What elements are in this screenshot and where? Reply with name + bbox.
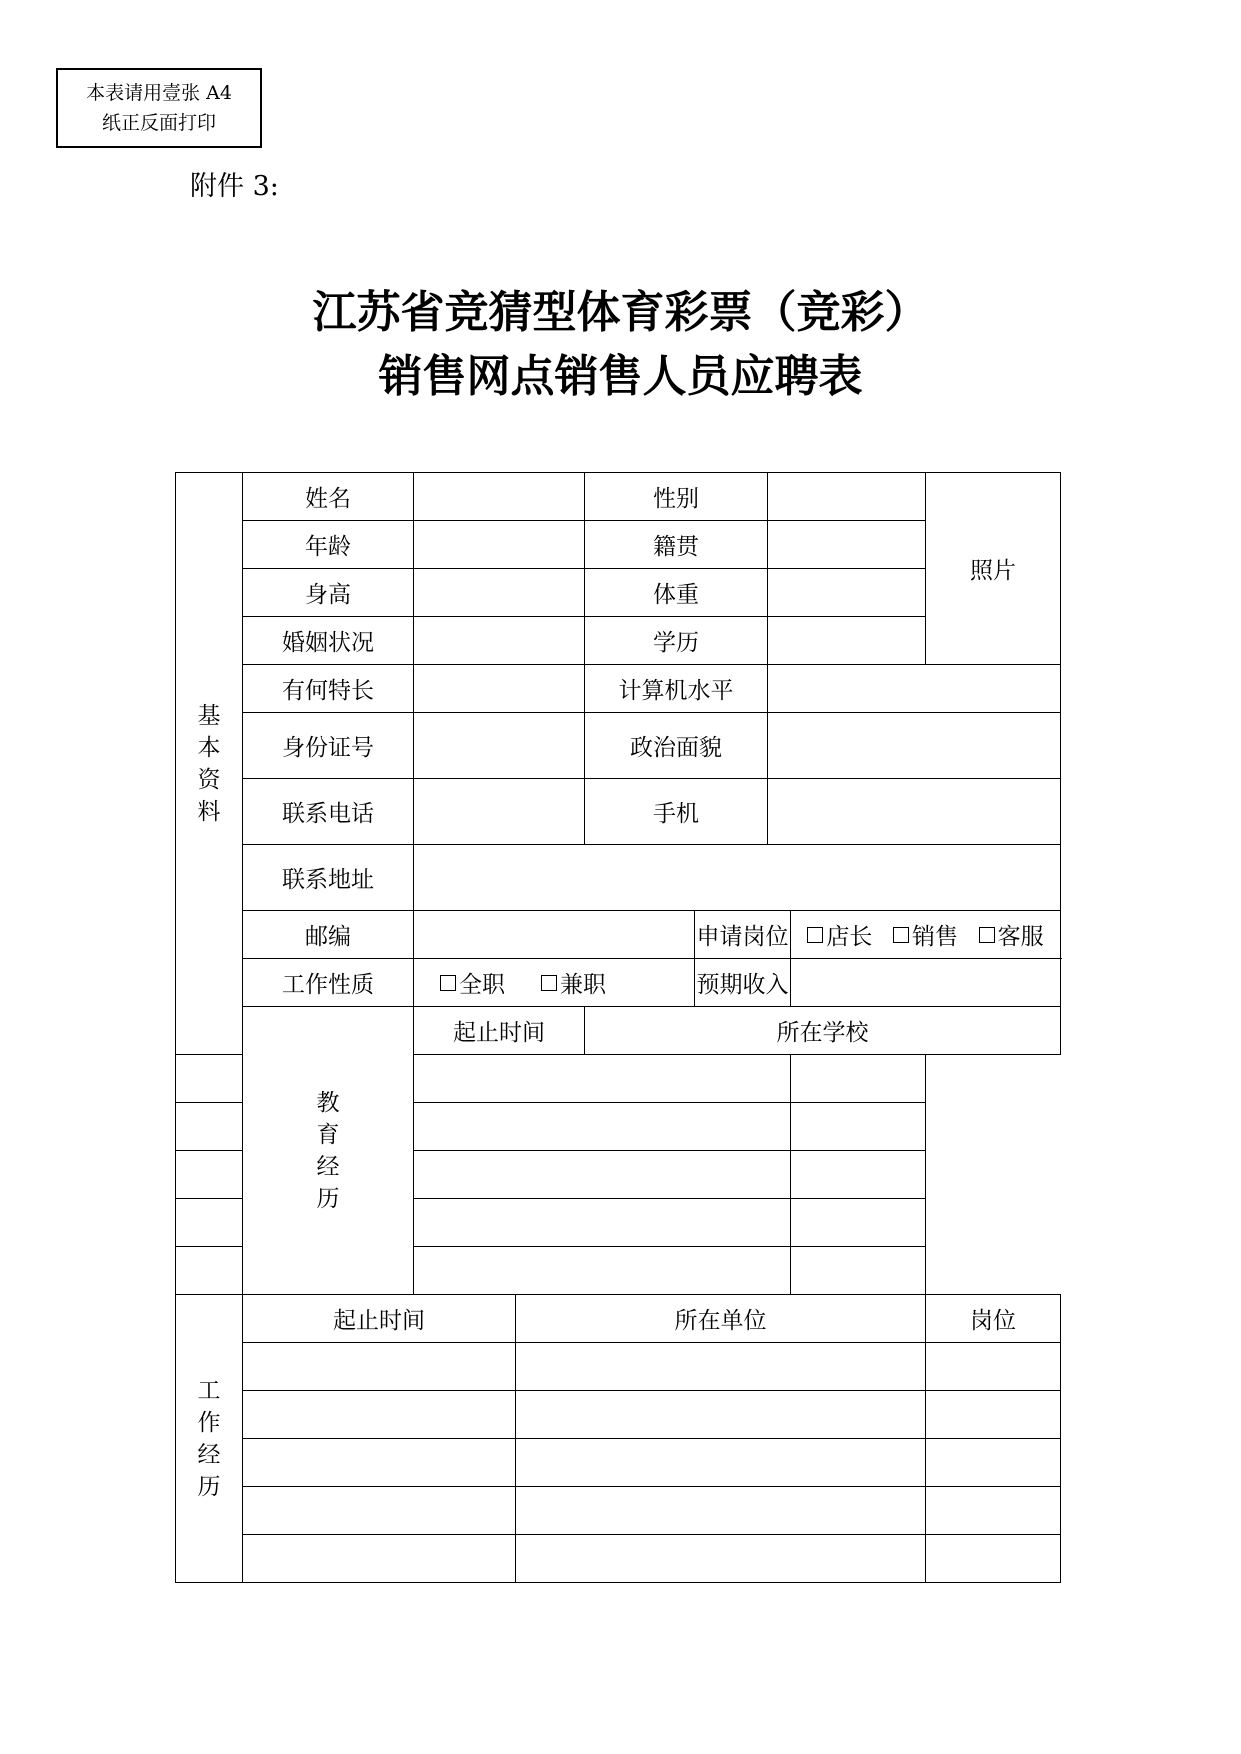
checkbox-icon[interactable] [979,927,995,943]
label-work-type: 工作性质 [243,959,414,1007]
option-customer-service[interactable]: 客服 [979,918,1044,951]
edu-header-period: 起止时间 [414,1007,585,1055]
photo-box[interactable]: 照片 [926,473,1061,665]
work-period-cell[interactable] [243,1343,516,1391]
label-marital-status: 婚姻状况 [243,617,414,665]
edu-row [176,1103,1061,1151]
work-employer-cell[interactable] [516,1439,926,1487]
label-computer-level: 计算机水平 [585,665,768,713]
edu-row [176,1247,1061,1295]
work-position-cell[interactable] [926,1439,1061,1487]
edu-row [176,1199,1061,1247]
work-row [176,1391,1061,1439]
field-postcode[interactable] [414,911,695,959]
option-sales[interactable]: 销售 [893,918,958,951]
work-position-cell[interactable] [926,1535,1061,1583]
work-row [176,1535,1061,1583]
label-phone: 联系电话 [243,779,414,845]
label-education: 学历 [585,617,768,665]
label-id-number: 身份证号 [243,713,414,779]
work-employer-cell[interactable] [516,1391,926,1439]
label-address: 联系地址 [243,845,414,911]
edu-row [176,1151,1061,1199]
work-employer-cell[interactable] [516,1487,926,1535]
edu-school-cell[interactable] [414,1103,791,1151]
edu-period-cell[interactable] [176,1151,414,1199]
label-postcode: 邮编 [243,911,414,959]
label-position-applied: 申请岗位 [695,911,791,959]
label-mobile: 手机 [585,779,768,845]
checkbox-icon[interactable] [893,927,909,943]
label-native-place: 籍贯 [585,521,768,569]
field-native-place[interactable] [768,521,926,569]
label-age: 年龄 [243,521,414,569]
work-position-cell[interactable] [926,1391,1061,1439]
field-gender[interactable] [768,473,926,521]
option-part-time[interactable]: 兼职 [541,966,606,999]
option-store-manager[interactable]: 店长 [807,918,872,951]
field-age[interactable] [414,521,585,569]
edu-major-cell[interactable] [791,1103,926,1151]
field-specialty[interactable] [414,665,585,713]
field-address[interactable] [414,845,1061,911]
attachment-label: 附件 3: [190,171,279,202]
edu-period-cell[interactable] [176,1103,414,1151]
edu-period-cell[interactable] [176,1055,414,1103]
edu-school-cell[interactable] [414,1199,791,1247]
work-position-cell[interactable] [926,1343,1061,1391]
form-title-line2: 销售网点销售人员应聘表 [378,351,863,402]
edu-period-cell[interactable] [176,1247,414,1295]
checkbox-icon[interactable] [807,927,823,943]
print-note-line2: 纸正反面打印 [101,112,216,134]
work-period-cell[interactable] [243,1487,516,1535]
field-height[interactable] [414,569,585,617]
edu-school-cell[interactable] [414,1151,791,1199]
edu-school-cell[interactable] [414,1055,791,1103]
field-name[interactable] [414,473,585,521]
checkbox-icon[interactable] [541,975,557,991]
work-header-position: 岗位 [926,1295,1061,1343]
label-gender: 性别 [585,473,768,521]
checkbox-icon[interactable] [440,975,456,991]
label-specialty: 有何特长 [243,665,414,713]
field-mobile[interactable] [768,779,1061,845]
work-header-period: 起止时间 [243,1295,516,1343]
work-row [176,1439,1061,1487]
label-weight: 体重 [585,569,768,617]
work-row [176,1343,1061,1391]
work-employer-cell[interactable] [516,1535,926,1583]
section-label-basic: 基本资料 [176,473,243,1055]
position-options [791,911,1061,959]
form-title-line1: 江苏省竞猜型体育彩票（竞彩） [312,287,929,338]
print-note-line1: 本表请用壹张 A4 [86,82,232,104]
section-label-work: 工作经历 [176,1295,243,1583]
field-marital-status[interactable] [414,617,585,665]
edu-header-school: 所在学校 [585,1007,1061,1055]
field-phone[interactable] [414,779,585,845]
field-political-status[interactable] [768,713,1061,779]
edu-major-cell[interactable] [791,1199,926,1247]
work-header-employer: 所在单位 [516,1295,926,1343]
work-row [176,1487,1061,1535]
field-expected-income[interactable] [791,959,1061,1007]
work-type-options [414,959,695,1007]
field-id-number[interactable] [414,713,585,779]
edu-major-cell[interactable] [791,1151,926,1199]
edu-major-cell[interactable] [791,1247,926,1295]
field-weight[interactable] [768,569,926,617]
work-period-cell[interactable] [243,1391,516,1439]
label-name: 姓名 [243,473,414,521]
field-computer-level[interactable] [768,665,1061,713]
work-employer-cell[interactable] [516,1343,926,1391]
field-education[interactable] [768,617,926,665]
label-political-status: 政治面貌 [585,713,768,779]
edu-row [176,1055,1061,1103]
label-expected-income: 预期收入 [695,959,791,1007]
work-position-cell[interactable] [926,1487,1061,1535]
work-period-cell[interactable] [243,1535,516,1583]
edu-period-cell[interactable] [176,1199,414,1247]
work-period-cell[interactable] [243,1439,516,1487]
label-height: 身高 [243,569,414,617]
section-label-education: 教育经历 [243,1007,414,1295]
application-form [175,472,1061,1583]
edu-school-cell[interactable] [414,1247,791,1295]
print-note-box [56,68,262,148]
edu-major-cell[interactable] [791,1055,926,1103]
option-full-time[interactable]: 全职 [440,966,505,999]
